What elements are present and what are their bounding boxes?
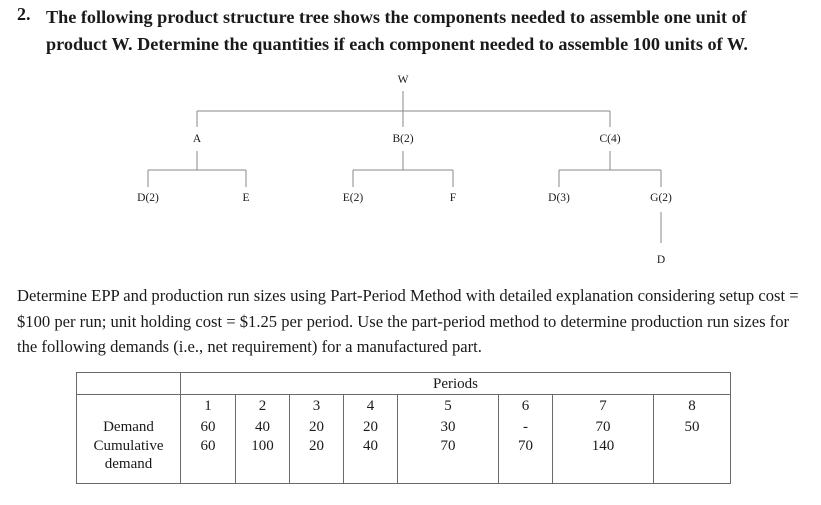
cumulative-cell: 70 [499, 437, 553, 484]
question-number: 2. [17, 4, 31, 24]
period-cell: 5 [398, 395, 499, 417]
question-text: The following product structure tree shows the components needed to assemble one unit of product W. Determine the quantities if each component needed to assemble 100 units of W. [46, 7, 748, 54]
period-cell: 7 [553, 395, 654, 417]
node-g2: G(2) [650, 192, 672, 204]
node-d2: D(2) [137, 192, 159, 204]
node-c: C(4) [599, 133, 621, 145]
node-w: W [397, 74, 409, 86]
period-cell: 2 [236, 395, 290, 417]
cumulative-cell [654, 437, 731, 484]
cumulative-label-line1: Cumulative [93, 438, 164, 454]
cumulative-label [77, 437, 181, 484]
cumulative-cell: 60 [181, 437, 236, 484]
period-cell: 8 [654, 395, 731, 417]
node-e: E [242, 192, 250, 204]
node-f: F [449, 192, 457, 204]
node-d: D [656, 254, 666, 266]
node-a: A [192, 133, 202, 145]
cumulative-cell: 70 [398, 437, 499, 484]
demand-cell: 20 [344, 416, 398, 437]
period-cell: 1 [181, 395, 236, 417]
node-e2: E(2) [342, 192, 364, 204]
cumulative-cell: 40 [344, 437, 398, 484]
node-b: B(2) [392, 133, 414, 145]
demand-cell: 70 [553, 416, 654, 437]
demand-table [76, 372, 731, 484]
demand-cell: 30 [398, 416, 499, 437]
cumulative-cell: 100 [236, 437, 290, 484]
demand-cell: - [499, 416, 553, 437]
period-cell: 3 [290, 395, 344, 417]
periods-header: Periods [181, 373, 731, 395]
cumulative-label-line2: demand [104, 456, 153, 472]
demand-cell: 50 [654, 416, 731, 437]
period-cell: 4 [344, 395, 398, 417]
cumulative-cell: 20 [290, 437, 344, 484]
demand-cell: 60 [181, 416, 236, 437]
table-corner [77, 373, 181, 395]
demand-label: Demand [77, 416, 181, 437]
demand-cell: 20 [290, 416, 344, 437]
demand-cell: 40 [236, 416, 290, 437]
cumulative-cell: 140 [553, 437, 654, 484]
instructions-text: Determine EPP and production run sizes using Part-Period Method with detailed explanation considering setup cost = $100 per run; unit holding cost = $1.25 per period. Use the part-period method to determine production run sizes for the following demands (i.e., net requirement) for a manufactured part. [17, 286, 799, 356]
node-d3: D(3) [548, 192, 570, 204]
period-cell: 6 [499, 395, 553, 417]
